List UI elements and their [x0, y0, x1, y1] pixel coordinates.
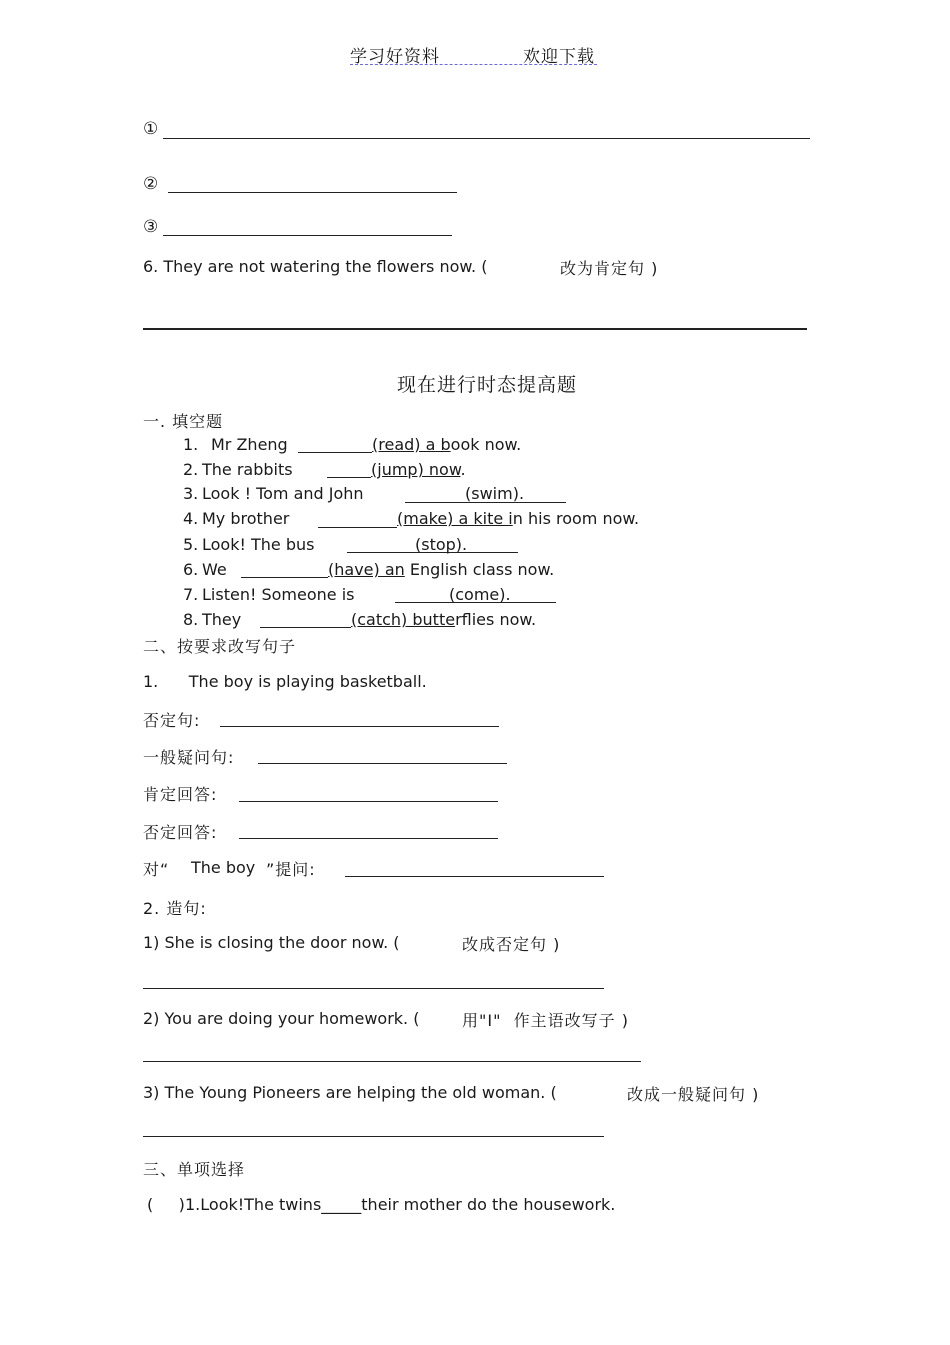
fill-item-2-blank[interactable] — [327, 477, 371, 478]
fill-item-8-hint: (catch) butte — [351, 610, 456, 629]
answer-line-2[interactable] — [168, 192, 457, 193]
general-question-answer-line[interactable] — [258, 763, 507, 764]
section2-heading: 二、按要求改写句子 — [143, 637, 297, 656]
fill-item-7-hint: (come). — [449, 585, 511, 604]
sentence-2-answer-line[interactable] — [143, 1061, 641, 1062]
sentence-3-text: 3) The Young Pioneers are helping the old woman. ( — [143, 1083, 557, 1102]
label-general-question: 一般疑问句: — [143, 748, 235, 767]
negative-answer-line[interactable] — [220, 726, 499, 727]
answer-mark-3: ③ — [143, 217, 159, 237]
label-no-answer: 否定回答: — [143, 823, 218, 842]
ask-answer-line[interactable] — [345, 876, 604, 877]
fill-item-3-subject: Look ! Tom and John — [202, 484, 364, 503]
fill-item-1-hint: (read) a — [372, 435, 436, 454]
fill-item-8-subject: They — [202, 610, 242, 629]
fill-item-1-rest: ook now. — [450, 435, 522, 454]
fill-item-5-hint: (stop). — [415, 535, 468, 554]
fill-item-5-num: 5. — [183, 535, 199, 554]
fill-item-8-num: 8. — [183, 610, 199, 629]
header-underline — [350, 64, 597, 65]
fill-item-7-num: 7. — [183, 585, 199, 604]
answer-mark-2: ② — [143, 174, 159, 194]
fill-item-6-subject: We — [202, 560, 227, 579]
section1-heading: 一. 填空题 — [143, 412, 224, 431]
sentence-1-text: 1) She is closing the door now. ( — [143, 933, 400, 952]
sentence-3-answer-line[interactable] — [143, 1136, 604, 1137]
answer-mark-1: ① — [143, 119, 159, 139]
ask-suffix: ”提问: — [266, 860, 316, 879]
fill-item-6-hint: (have) an — [328, 560, 405, 579]
label-negative: 否定句: — [143, 711, 201, 730]
answer-line-3[interactable] — [163, 235, 452, 236]
fill-item-2-num: 2. — [183, 460, 199, 479]
ask-prefix: 对“ — [143, 860, 170, 879]
q6-text: 6. They are not watering the flowers now. ( — [143, 257, 488, 276]
q6-answer-line[interactable] — [143, 328, 807, 330]
fill-item-8-rest: rflies now. — [455, 610, 537, 629]
fill-item-8-blank[interactable] — [260, 627, 351, 628]
choice-1-text: 1.Look!The twins_____their mother do the housework. — [185, 1195, 616, 1214]
fill-item-7-subject: Listen! Someone is — [202, 585, 355, 604]
section2-q1: 1. The boy is playing basketball. — [143, 672, 427, 691]
fill-item-2-subject: The rabbits — [202, 460, 293, 479]
sentence-2-instruction: 用"I" 作主语改写子 ) — [462, 1011, 629, 1030]
label-yes-answer: 肯定回答: — [143, 785, 218, 804]
fill-item-5-subject: Look! The bus — [202, 535, 315, 554]
fill-item-4-rest: n his room now. — [512, 509, 640, 528]
no-answer-line[interactable] — [239, 838, 498, 839]
ask-phrase: The boy — [191, 858, 256, 877]
fill-item-1-subject: Mr Zheng — [211, 435, 288, 454]
fill-item-1-num: 1. — [183, 435, 199, 454]
answer-line-1[interactable] — [163, 138, 810, 139]
fill-item-6-blank[interactable] — [241, 577, 328, 578]
fill-item-1-hint-tail: b — [435, 435, 451, 454]
sentence-3-instruction: 改成一般疑问句 ) — [627, 1085, 760, 1104]
choice-1-paren[interactable]: ( ) — [147, 1195, 185, 1214]
fill-item-4-hint: (make) a kite i — [397, 509, 513, 528]
fill-item-3-num: 3. — [183, 484, 199, 503]
page-title: 现在进行时态提高题 — [397, 374, 578, 396]
fill-item-6-num: 6. — [183, 560, 199, 579]
section3-heading: 三、单项选择 — [143, 1160, 246, 1179]
header-right: 欢迎下载 — [523, 47, 595, 67]
fill-item-3-hint: (swim). — [465, 484, 525, 503]
fill-item-1-blank[interactable] — [298, 452, 372, 453]
fill-item-2-rest: . — [460, 460, 466, 479]
fill-item-4-subject: My brother — [202, 509, 290, 528]
fill-item-4-num: 4. — [183, 509, 199, 528]
sentence-2-text: 2) You are doing your homework. ( — [143, 1009, 420, 1028]
yes-answer-line[interactable] — [239, 801, 498, 802]
header-left: 学习好资料 — [350, 47, 440, 67]
fill-item-2-hint: (jump) now — [371, 460, 461, 479]
q6-instruction: 改为肯定句 ) — [560, 259, 659, 278]
fill-item-6-rest: English class now. — [404, 560, 555, 579]
sentence-1-instruction: 改成否定句 ) — [462, 935, 561, 954]
fill-item-4-blank[interactable] — [318, 527, 397, 528]
section2-q2-heading: 2. 造句: — [143, 899, 207, 918]
sentence-1-answer-line[interactable] — [143, 988, 604, 989]
